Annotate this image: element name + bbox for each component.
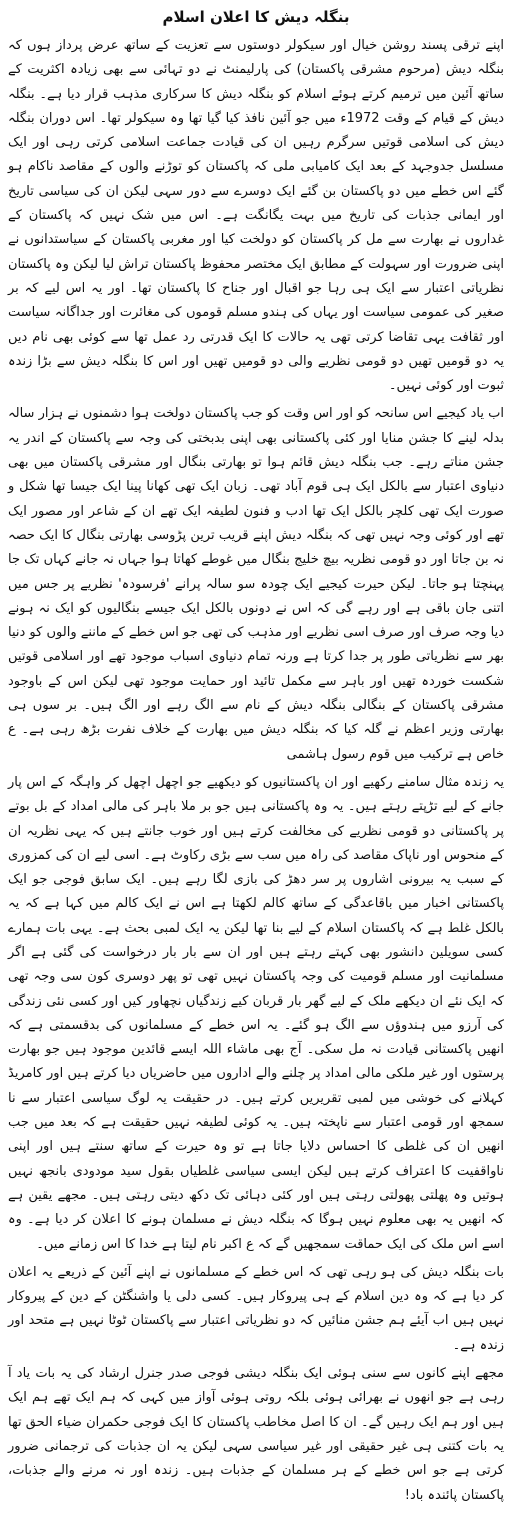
article-paragraph-5: مجھے اپنے کانوں سے سنی ہوئی ایک بنگلہ دیشی فوجی صدر جنرل ارشاد کی یہ بات یاد آ رہی ہے جو انھوں نے بھرائی ہوئی بلکہ روتی ہوئی آواز میں کہی کہ ہم ایک تھے ہم ایک ہیں اور ہم ایک رہیں گے۔ ان کا اصل مخاطب پاکستان کا ایک فوجی حکمران ضیاء الحق تھا یہ بات کتنی ہی غیر حقیقی اور غیر سیاسی سہی لیکن یہ ان جذبات کی ترجمانی ضرور کرتی ہے جو اس خطے کے ہر مسلمان کے جذبات ہیں۔ زندہ اور نہ مرنے والے جذبات، پاکستان پائندہ باد!: [8, 1366, 504, 1503]
article-paragraph-2: اب یاد کیجیے اس سانحہ کو اور اس وقت کو جب پاکستان دولخت ہوا دشمنوں نے ہزار سالہ بدلہ لینے کا جشن منایا اور کئی پاکستانی بھی اپنی بدبختی کی وجہ سے پاکستان کے اندر یہ جشن مناتے رہے۔ جب بنگلہ دیش قائم ہوا تو بھارتی بنگال اور مشرقی پاکستان میں بھی دنیاوی اعتبار سے بالکل ایک ہی قوم آباد تھی۔ زبان ایک تھی کھانا پینا ایک جیسا تھا شکل و صورت ایک تھی کلچر بالکل ایک تھا ادب و فنون لطیفہ ایک تھے ان کے شاعر اور مصور ایک تھے اور کوئی وجہ نہیں تھی کہ بنگلہ دیش اپنے قریب ترین پڑوسی بھارتی بنگال کا ایک حصہ نہ بن جاتا اور دو قومی نظریہ بیچ خلیج بنگال میں غوطے کھاتا ہوا جہاں نہ جانے کہاں تک جا پہنچتا ہو جاتا۔ لیکن حیرت کیجیے ایک چودہ سو سالہ پرانے 'فرسودہ' نظریے پر جس میں اتنی جان باقی ہے اور رہے گی کہ اس نے دونوں بالکل ایک جیسے بنگالیوں کو ایک نہ ہونے دیا وجہ صرف اور صرف اسی نظریے اور مذہب کی تھی جو اس خطے کے ماننے والوں کو دنیا بھر سے نظریاتی طور پر جدا کرتا ہے ورنہ تمام دنیاوی اسباب موجود تھے اور اسلامی قوتیں شکست خوردہ تھیں اور باہر سے مکمل تائید اور حمایت موجود تھی لیکن اس کے باوجود مشرقی پاکستان کے بنگالی بنگلہ دیش کے نام سے الگ رہے اور الگ ہیں۔ بر سوں ہی بھارتی وزیر اعظم نے گلہ کیا کہ بنگلہ دیش میں بھارت کے خلاف نفرت بڑھ رہی ہے۔ ع خاص ہے ترکیب میں قوم رسول ہاشمی: [8, 406, 504, 762]
article-paragraph-1: اپنے ترقی پسند روشن خیال اور سیکولر دوستوں سے تعزیت کے ساتھ عرض پرداز ہوں کہ بنگلہ دیش (مرحوم مشرقی پاکستان) کی پارلیمنٹ نے دو تہائی سے بھی زیادہ اکثریت کے ساتھ آئین میں ترمیم کرتے ہوئے اسلام کو بنگلہ دیش کا سرکاری مذہب قرار دیا ہے۔ بنگلہ دیش کے قیام کے وقت 1972ء میں جو آئین نافذ کیا گیا تھا وہ سیکولر تھا۔ اس دوران بنگلہ دیش کی اسلامی قوتیں سرگرم رہیں ان کی قیادت جماعت اسلامی کرتی رہی اور ایک مسلسل جدوجہد کے بعد ایک کامیابی ملی کہ پاکستان کو توڑنے والوں کے مقاصد ناکام ہو گئے اس خطے میں دو پاکستان بن گئے ایک دوسرے سے دور سہی لیکن ان کی سیاسی تاریخ اور ایمانی جذبات کی تاریخ میں بہت یگانگت ہے۔ اس میں شک نہیں کہ پاکستان کے غداروں نے بھارت سے مل کر پاکستان کو دولخت کیا اور مغربی پاکستان کے سیاستدانوں نے اپنی ضرورت اور سہولت کے مطابق ایک مختصر محفوظ پاکستان تراش لیا لیکن وہ پاکستان نظریاتی اعتبار سے ایک ہی رہا جو اقبال اور جناح کا پاکستان تھا۔ اور یہ اس لیے کہ بر صغیر کی عمومی سیاست اور یہاں کی ہندو مسلم قوموں کی مغائرت اور جداگانہ سیاست اور ثقافت یہی تقاضا کرتی تھی یہ حالات کا ایک قدرتی رد عمل تھا سے کوئی بھی نام دیں یہ دو قومیں تھیں دو قومی نظریے والی دو قومیں تھیں اور اس کا بنگلہ دیش سے بڑا زندہ ثبوت اور کوئی نہیں۔: [8, 38, 504, 394]
article-paragraph-3: یہ زندہ مثال سامنے رکھیے اور ان پاکستانیوں کو دیکھیے جو اچھل اچھل کر واہگہ کے اس پار جانے کے لیے تڑپتے رہتے ہیں۔ یہ وہ پاکستانی ہیں جو بر ملا باہر کی مالی امداد کے بل بوتے پر پاکستانی دو قومی نظریے کی مخالفت کرتے ہیں اور خوب جانتے ہیں کہ یہی نظریہ ان کے منحوس اور ناپاک مقاصد کی راہ میں سب سے بڑی رکاوٹ ہے۔ اسی لیے ان کی کمزوری کے سبب یہ بیرونی اشاروں پر سر دھڑ کی بازی لگا رہے ہیں۔ ایک سابق فوجی جو ایک پاکستانی اخبار میں باقاعدگی کے ساتھ کالم لکھتا ہے اس نے ایک کالم میں کہا ہے کہ یہ بالکل غلط ہے کہ پاکستان اسلام کے لیے بنا تھا لیکن یہ ایک لمبی بحث ہے۔ یہی بات ہمارے کسی سویلین دانشور بھی کہتے رہتے ہیں اور ان سے بار بار درخواست کی گئی ہے اگر مسلمانیت اور مسلم قومیت کی وجہ پاکستان نہیں تھی تو پھر دوسری کون سی وجہ تھی کہ ایک نئے ان دیکھے ملک کے لیے گھر بار قربان کیے زندگیاں نچھاور کیں اور کسی نئی زندگی کی آرزو میں ہندوؤں سے الگ ہو گئے۔ یہ اس خطے کے مسلمانوں کی بدقسمتی ہے کہ انھیں پاکستانی قیادت نہ مل سکی۔ آج بھی ماشاء اللہ ایسے قائدین موجود ہیں جو بھارت پرستوں اور غیر ملکی مالی امداد پر چلنے والے اداروں میں حاضریاں دیا کرتے ہیں اور کامریڈ کہلانے کی خوشی میں لمبی تقریریں کرتے ہیں۔ در حقیقت یہ لوگ سیاسی اعتبار سے نا سمجھ اور قومی اعتبار سے ناپختہ ہیں۔ یہ کوئی لطیفہ نہیں حقیقت ہے کہ بعد میں جب انھیں ان کی غلطی کا احساس دلایا جاتا ہے تو وہ حیرت کے ساتھ سنتے ہیں اور اپنی ناواقفیت کا اعتراف کرتے ہیں لیکن ایسی سیاسی غلطیاں بقول سید مودودی بانجھ نہیں ہوتیں وہ پھلتی پھولتی رہتی ہیں اور کئی دہائی تک دکھ دیتی رہتی ہیں۔ مجھے یقین ہے کہ انھیں یہ بھی معلوم نہیں ہوگا کہ بنگلہ دیش نے مسلمان ہونے کا اعلان کر دیا ہے۔ وہ اسے اس ملک کی ایک حماقت سمجھیں گے کہ ع اکبر نام لیتا ہے خدا کا اس زمانے میں۔: [8, 774, 504, 1252]
article-paragraph-4: بات بنگلہ دیش کی ہو رہی تھی کہ اس خطے کے مسلمانوں نے اپنے آئین کے ذریعے یہ اعلان کر دیا ہے کہ وہ دین اسلام کے ہی پیروکار ہیں۔ کسی دلی یا واشنگٹن کے دین کے پیروکار نہیں ہیں اب آیئے ہم جشن منائیں کہ دو نظریاتی اعتبار سے پاکستان ٹوٹا نہیں ہے متحد اور زندہ ہے۔: [8, 1264, 504, 1353]
article-title: بنگلہ دیش کا اعلان اسلام: [162, 8, 350, 26]
